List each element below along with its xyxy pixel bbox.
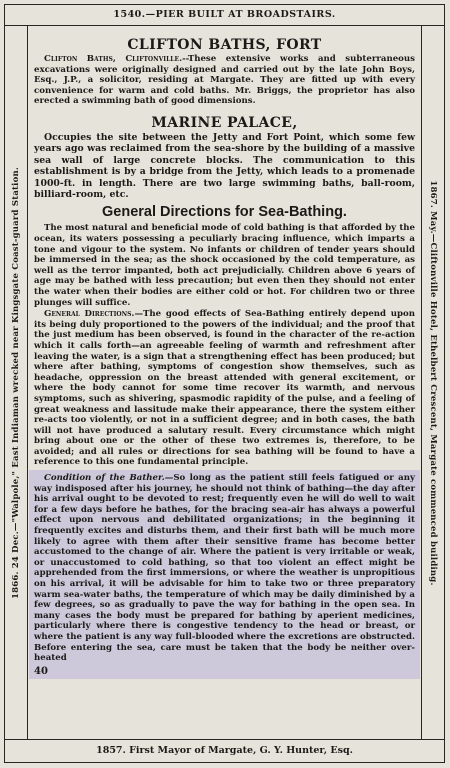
condition-lead: Condition of the Bather. (44, 473, 165, 484)
left-margin-text: 1866. 24 Dec.—"Walpole," East Indiaman wrecked near Kingsgate Coast-guard Station. (11, 166, 21, 599)
top-caption: 1540.—PIER BUILT AT BROADSTAIRS. (5, 5, 444, 26)
condition-text: —So long as the patient still feels fatigued or any way indisposed after his journey, he should not think of bathing—the day after his arrival ought to be devoted to rest; frequently even he will do well to wait for a few days before he bathes, for the bracing sea-air has always a powerful effect upon nervous and debilitated organizations; in the beginning it frequently excites and disturbs them, and their first bath will be much more likely to agree with them after their sensitive frame has become better accustomed to the change of air. Where the patient is very irritable or weak, or unaccustomed to cold bathing, so that too violent an effect might be apprehended from the first immersions, or where the weather is unpropitious on his arrival, it will be advisable for him to take two or three preparatory warm sea-water baths, the temperature of which may be daily diminished by a few degrees, so as gradually to pave the way for bathing in the open sea. In many cases the body must be prepared for bathing by aperient medicines, particularly where there is congestive tendency to the head or breast, or where the patient is any way full-blooded where the excretions are obstructed. Before entering the sea, care must be taken that the body be neither over-heated (34, 473, 415, 664)
left-margin (5, 25, 28, 740)
highlighted-section (29, 470, 420, 679)
clifton-heading: CLIFTON BATHS, FORT (127, 37, 322, 53)
marine-heading: MARINE PALACE, (151, 114, 298, 131)
page-content (29, 29, 420, 738)
general-paragraph-1: The most natural and beneficial mode of cold bathing is that afforded by the ocean, its waters possessing a peculiarly bracing influence, which imparts a tone and vigour to the system. No infants or children of tender years should be immersed in the sea; as the shock occasioned by the cold temperature, as well as the terror impanted, both act prejudicially. Children above 6 years of age may be bathed with less precaution; but even then they should not enter the water when their bodies are either cold or hot. For children two or three plunges will suffice. (34, 223, 415, 308)
general-directions-lead: General Directions. (44, 309, 135, 320)
clifton-lead: Clifton Baths, Cliftonville. (44, 54, 183, 64)
right-margin-text: 1867. May.—Cliftonville Hotel, Ethelbert Crescent, Margate commenced building. (428, 179, 438, 586)
general-directions-text: —The good effects of Sea-Bathing entirely depend upon its being duly proportioned to the powers of the individual; and the proof that the just medium has been observed, is found in the character of the re-action which it calls forth—an agreeable feeling of warmth and refreshment after leaving the water, is a sign that a strengthening effect has been produced; but where after bathing, symptoms of congestion show themselves, such as headache, oppression on the breast attended with general excitement, or where the body cannot for some time recover its warmth, and nervous symptoms, such as shivering, spasmodic rapidity of the pulse, and a feeling of great weakness and lassitude make their appearance, there the system either re-acts too violently, or not in a sufficient degree; and in both cases, the bath will not have produced a salutary result. Every circumstance which might bring about one or the other of these two extremes is, therefore, to be avoided; and all rules or directions for sea bathing will be found to have a reference to this one fundamental principle. (34, 309, 415, 468)
right-margin (421, 25, 444, 740)
page-frame (4, 4, 445, 763)
general-paragraph-2 (34, 309, 415, 468)
bottom-caption: 1857. First Mayor of Margate, G. Y. Hunter, Esq. (5, 739, 444, 762)
page-number: 40 (34, 665, 48, 677)
clifton-text: --These extensive works and subterraneous excavations were originally designed and carried out by the late John Boys, Esq., J.P., a solicitor, residing at Margate. They are fitted up with every convenience for warm and cold baths. Mr. Briggs, the proprietor has also erected a swimming bath of good dimensions. (34, 54, 415, 107)
general-paragraph-3 (34, 473, 415, 664)
marine-paragraph: Occupies the site between the Jetty and Fort Point, which some few years ago was reclaimed from the sea-shore by the building of a massive sea wall of large concrete blocks. The communication to this establishment is by a bridge from the Jetty, which leads to a promenade 1000-ft. in length. There are two large swimming baths, ball-room, billiard-room, etc. (34, 131, 415, 200)
general-heading: General Directions for Sea-Bathing. (102, 204, 347, 221)
clifton-paragraph (34, 54, 415, 107)
